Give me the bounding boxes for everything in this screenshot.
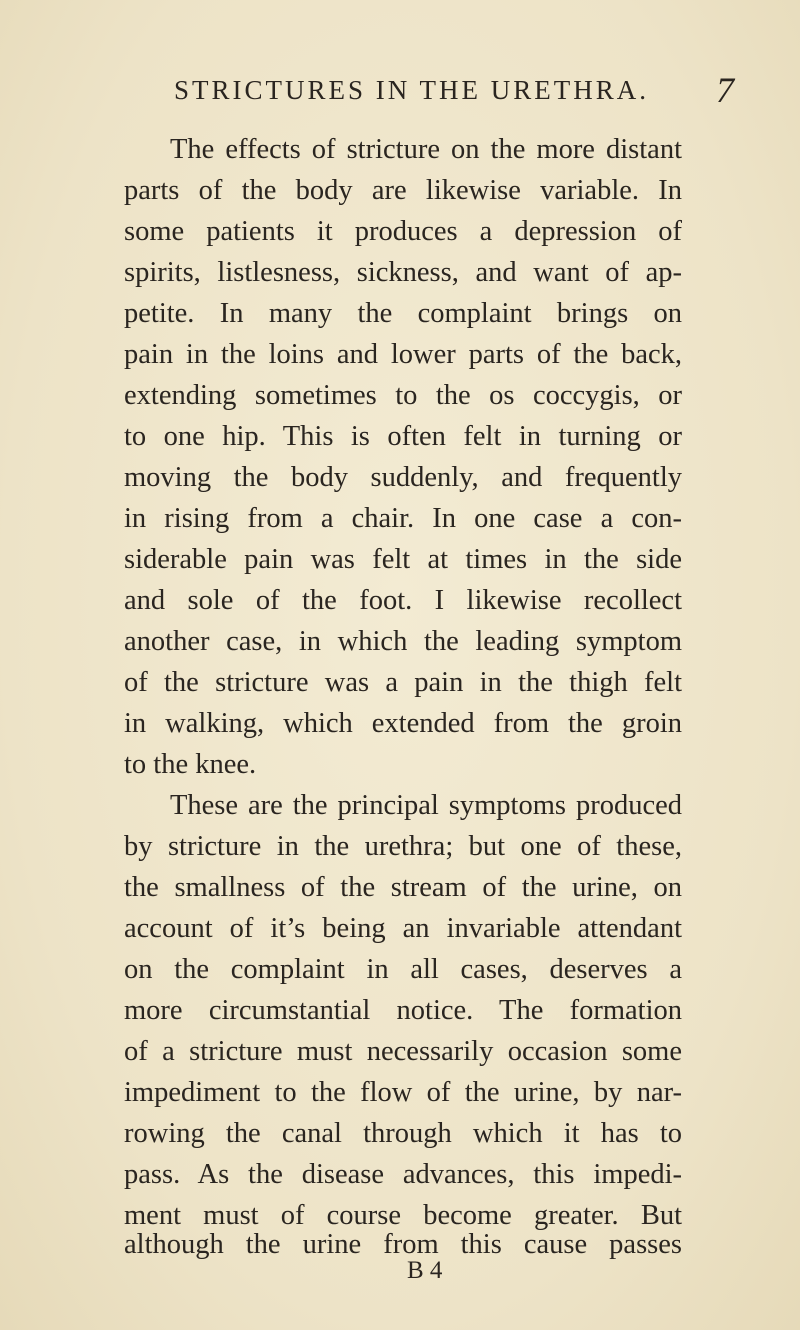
text-line: although the urine from this cause passes bbox=[124, 1229, 682, 1260]
text-line: another case, in which the leading symptom bbox=[124, 626, 682, 657]
text-line: spirits, listlesness, sickness, and want of ap- bbox=[124, 257, 682, 288]
text-line: petite. In many the complaint brings on bbox=[124, 298, 682, 329]
text-line: ment must of course become greater. But bbox=[124, 1200, 682, 1231]
text-line: on the complaint in all cases, deserves a bbox=[124, 954, 682, 985]
text-line: parts of the body are likewise variable. In bbox=[124, 175, 682, 206]
text-line: pass. As the disease advances, this impedi- bbox=[124, 1159, 682, 1190]
text-line: more circumstantial notice. The formation bbox=[124, 995, 682, 1026]
text-line: by stricture in the urethra; but one of these, bbox=[124, 831, 682, 862]
text-line: to the knee. bbox=[124, 749, 257, 780]
text-line: impediment to the flow of the urine, by nar- bbox=[124, 1077, 682, 1108]
text-line: extending sometimes to the os coccygis, or bbox=[124, 380, 682, 411]
text-line: pain in the loins and lower parts of the back, bbox=[124, 339, 682, 370]
text-line: siderable pain was felt at times in the side bbox=[124, 544, 682, 575]
text-line: of a stricture must necessarily occasion some bbox=[124, 1036, 682, 1067]
text-line: The effects of stricture on the more distant bbox=[170, 134, 682, 165]
text-line: in walking, which extended from the groin bbox=[124, 708, 682, 739]
text-line: rowing the canal through which it has to bbox=[124, 1118, 682, 1149]
text-line: some patients it produces a depression of bbox=[124, 216, 682, 247]
text-line: and sole of the foot. I likewise recollect bbox=[124, 585, 682, 616]
text-line: moving the body suddenly, and frequently bbox=[124, 462, 682, 493]
signature-mark: B 4 bbox=[407, 1257, 443, 1284]
text-line: the smallness of the stream of the urine, on bbox=[124, 872, 682, 903]
text-line: of the stricture was a pain in the thigh felt bbox=[124, 667, 682, 698]
text-line: account of it’s being an invariable attendant bbox=[124, 913, 682, 944]
text-line: in rising from a chair. In one case a con- bbox=[124, 503, 682, 534]
page-number: 7 bbox=[716, 70, 734, 110]
running-title: STRICTURES IN THE URETHRA. bbox=[174, 75, 650, 105]
text-line: These are the principal symptoms produced bbox=[170, 790, 682, 821]
text-line: to one hip. This is often felt in turning or bbox=[124, 421, 682, 452]
